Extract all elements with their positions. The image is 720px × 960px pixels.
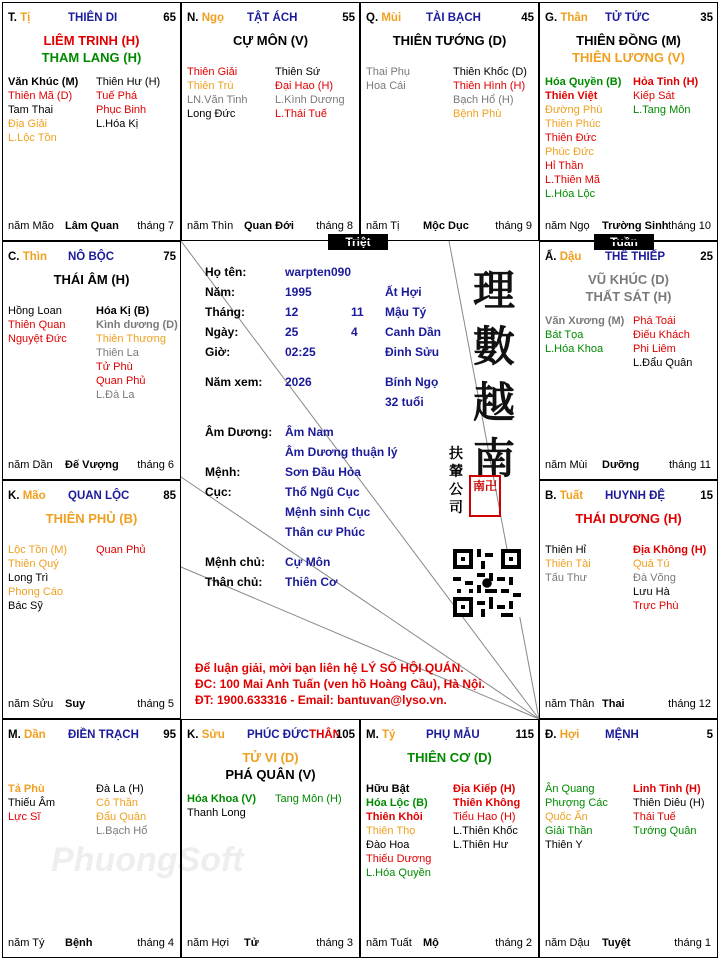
palace-name: THÊ THIẾP xyxy=(605,251,666,263)
main-star: THIÊN LƯƠNG (V) xyxy=(572,50,685,65)
minor-star: Tấu Thư xyxy=(545,572,588,584)
minor-star: Thiên Hình (H) xyxy=(453,80,526,92)
palace-branch: G. Thân xyxy=(545,12,588,24)
minor-star: Bát Tọa xyxy=(545,329,584,341)
main-star: THIÊN CƠ (D) xyxy=(407,750,492,765)
minor-star: Thiên Đức xyxy=(545,132,597,144)
palace-year: năm Sửu xyxy=(8,698,54,710)
palace-name: THIÊN DI xyxy=(68,12,118,24)
palace-name: TẬT ÁCH xyxy=(247,12,298,24)
view-year-value: 2026 xyxy=(285,375,312,389)
minor-star: Đẩu Quân xyxy=(96,811,147,823)
day-lunar: 4 xyxy=(351,325,358,339)
main-star: PHÁ QUÂN (V) xyxy=(225,767,316,782)
palace-stage: Quan Đới xyxy=(244,220,294,232)
minor-star: Tang Môn (H) xyxy=(275,793,342,805)
month-value: 12 xyxy=(285,305,299,319)
minor-star: Trực Phù xyxy=(633,600,679,612)
minor-star: L.Hóa Kị xyxy=(96,118,139,130)
minor-star: L.Tang Môn xyxy=(633,104,691,116)
company-seal-text: 扶 輦 公 司 xyxy=(449,446,463,516)
palace-branch: M. Tý xyxy=(366,729,396,741)
palace-age: 115 xyxy=(515,729,534,741)
menh-label: Mệnh: xyxy=(205,465,241,479)
minor-star: Tam Thai xyxy=(8,104,54,116)
day-can: Canh Dần xyxy=(385,325,442,339)
minor-star: Thiên Sứ xyxy=(275,66,321,78)
minor-star: L.Thiên Mã xyxy=(545,174,601,186)
minor-star: Hồng Loan xyxy=(8,305,62,317)
minor-star: Ân Quang xyxy=(545,783,595,795)
year-can: Ất Hợi xyxy=(385,285,422,299)
palace-age: 35 xyxy=(700,12,713,24)
than-chu-value: Thiên Cơ xyxy=(285,575,338,589)
palace-name: NÔ BỘC xyxy=(68,251,114,263)
palace-age: 75 xyxy=(163,251,176,263)
minor-star: Phi Liêm xyxy=(633,343,676,355)
minor-star: Thiên Thọ xyxy=(366,825,416,837)
minor-star: Thiên Thương xyxy=(96,333,167,345)
minor-star: Lộc Tồn (M) xyxy=(8,544,68,556)
minor-star: Đại Hao (H) xyxy=(275,80,334,92)
palace-month: tháng 4 xyxy=(137,937,174,949)
palace-age: 25 xyxy=(700,251,713,263)
palace-branch: K. Sửu xyxy=(187,729,225,741)
minor-star: Phúc Đức xyxy=(545,146,594,158)
palace-stage: Mộc Dục xyxy=(423,220,469,232)
minor-star: Thiên Phúc xyxy=(545,118,601,130)
palace-month: tháng 9 xyxy=(495,220,532,232)
red-seal: 南卍 xyxy=(469,475,501,517)
minor-star: Hóa Khoa (V) xyxy=(187,793,257,805)
palace-stage: Dưỡng xyxy=(602,459,640,471)
day-label: Ngày: xyxy=(205,325,239,339)
amduong-note: Âm Dương thuận lý xyxy=(285,445,398,459)
minor-star: Thiên Khôi xyxy=(366,811,423,823)
palace-year: năm Thìn xyxy=(187,220,234,232)
minor-star: Cô Thần xyxy=(96,797,138,809)
minor-star: L.Đẩu Quân xyxy=(633,357,693,369)
palace-stage: Suy xyxy=(65,698,86,710)
minor-star: Long Trì xyxy=(8,572,49,584)
palace-year: năm Tuất xyxy=(366,937,412,949)
main-star: VŨ KHÚC (D) xyxy=(588,272,669,287)
minor-star: L.Hóa Khoa xyxy=(545,343,604,355)
minor-star: Hóa Lộc (B) xyxy=(366,797,428,809)
minor-star: Hỉ Thần xyxy=(545,160,584,172)
watermark: PhuongSoft xyxy=(51,841,244,879)
palace-name: PHỤ MẪU xyxy=(426,729,480,741)
tu-vi-chart xyxy=(2,2,718,958)
palace-month: tháng 2 xyxy=(495,937,532,949)
minor-star: Tuế Phá xyxy=(96,90,138,102)
minor-star: Thiên Quan xyxy=(8,319,66,331)
palace-year: năm Thân xyxy=(545,698,595,710)
hour-can: Đinh Sửu xyxy=(385,345,440,359)
minor-star: Thiên Hỉ xyxy=(545,544,586,556)
minor-star: Tử Phù xyxy=(96,361,133,373)
palace-year: năm Dần xyxy=(8,459,53,471)
palace-stage: Tuyệt xyxy=(602,937,631,949)
minor-star: Văn Khúc (M) xyxy=(8,76,79,88)
main-star: THẤT SÁT (H) xyxy=(585,289,672,304)
palace-branch: B. Tuất xyxy=(545,490,584,502)
palace-branch: Q. Mùi xyxy=(366,12,402,24)
minor-star: L.Thiên Hư xyxy=(453,839,509,851)
minor-star: L.Bạch Hổ xyxy=(96,825,148,837)
palace-age: 85 xyxy=(163,490,176,502)
tuan-marker: Tuần xyxy=(594,234,654,250)
palace-name: TỬ TỨC xyxy=(605,12,650,24)
minor-star: Kình dương (D) xyxy=(96,319,178,331)
name-value: warpten090 xyxy=(285,265,352,279)
palace-branch: T. Tị xyxy=(8,12,31,24)
hour-label: Giờ: xyxy=(205,345,231,359)
triet-marker: Triệt xyxy=(328,234,388,250)
main-star: THAM LANG (H) xyxy=(41,50,142,65)
palace-branch: M. Dần xyxy=(8,729,46,741)
minor-star: Thiên Trù xyxy=(187,80,234,92)
contact-address: ĐC: 100 Mai Anh Tuấn (ven hồ Hoàng Cầu), Hà Nội. xyxy=(195,677,486,691)
palace-year: năm Hợi xyxy=(187,937,230,949)
minor-star: Thiên La xyxy=(96,347,139,359)
minor-star: L.Hóa Quyền xyxy=(366,867,431,879)
minor-star: Thiên Việt xyxy=(545,90,598,102)
minor-star: Phượng Các xyxy=(545,797,608,809)
amduong-value: Âm Nam xyxy=(285,425,334,439)
minor-star: Hữu Bật xyxy=(366,783,410,795)
minor-star: L.Hóa Lộc xyxy=(545,188,596,200)
minor-star: L.Thái Tuế xyxy=(275,108,327,120)
minor-star: Thiên Mã (D) xyxy=(8,90,73,102)
month-lunar: 11 xyxy=(351,305,364,319)
minor-star: Quan Phủ xyxy=(96,375,146,387)
minor-star: Giải Thần xyxy=(545,825,593,837)
minor-star: Quả Tú xyxy=(633,558,670,570)
minor-star: Quan Phủ xyxy=(96,544,146,556)
chart-frame xyxy=(2,2,718,958)
palace-age: 65 xyxy=(163,12,176,24)
main-star: THIÊN TƯỚNG (D) xyxy=(392,33,507,48)
minor-star: Hóa Kị (B) xyxy=(96,305,150,317)
than-cu-note: Thân cư Phúc xyxy=(285,525,366,539)
cuc-value: Thổ Ngũ Cục xyxy=(285,485,360,499)
hour-value: 02:25 xyxy=(285,345,316,359)
minor-star: L.Lộc Tồn xyxy=(8,132,57,144)
minor-star: Phá Toái xyxy=(633,315,676,327)
main-star: THÁI DƯƠNG (H) xyxy=(575,511,682,526)
minor-star: Linh Tinh (H) xyxy=(633,783,701,795)
palace-age: 15 xyxy=(700,490,713,502)
minor-star: Thiên Giải xyxy=(187,66,238,78)
palace-name: HUYNH ĐỆ xyxy=(605,490,666,502)
minor-star: Đào Hoa xyxy=(366,839,410,851)
minor-star: Thiên Hư (H) xyxy=(96,76,161,88)
palace-age: 105 xyxy=(335,729,355,741)
month-label: Tháng: xyxy=(205,305,245,319)
palace-year: năm Ngọ xyxy=(545,220,590,232)
minor-star: LN.Văn Tinh xyxy=(187,94,248,106)
minor-star: Thai Phụ xyxy=(366,66,411,78)
palace-year: năm Tý xyxy=(8,937,45,949)
minor-star: Địa Kiếp (H) xyxy=(453,783,516,795)
palace-month: tháng 11 xyxy=(668,459,711,471)
view-year-label: Năm xem: xyxy=(205,375,263,389)
palace-month: tháng 12 xyxy=(668,698,711,710)
name-label: Họ tên: xyxy=(205,265,247,279)
palace-month: tháng 1 xyxy=(674,937,711,949)
amduong-label: Âm Dương: xyxy=(205,425,273,439)
day-value: 25 xyxy=(285,325,299,339)
calligraphy-logo: 理 數 越 南 xyxy=(473,266,516,483)
palace-branch: C. Thìn xyxy=(8,251,47,263)
than-chu-label: Thân chủ: xyxy=(205,575,263,589)
minor-star: Lưu Hà xyxy=(633,586,670,598)
palace-name: MỆNH xyxy=(605,729,639,741)
minor-star: Tiểu Hao (H) xyxy=(453,811,516,823)
minor-star: Thiên Tài xyxy=(545,558,591,570)
palace-age: 45 xyxy=(521,12,534,24)
main-star: THIÊN ĐỒNG (M) xyxy=(576,33,681,48)
palace-month: tháng 3 xyxy=(316,937,353,949)
main-star: TỬ VI (D) xyxy=(242,750,299,765)
main-star: THIÊN PHỦ (B) xyxy=(45,511,138,526)
palace-month: tháng 8 xyxy=(316,220,353,232)
minor-star: Phục Binh xyxy=(96,104,147,116)
minor-star: Đà La (H) xyxy=(96,783,144,795)
palace-stage: Thai xyxy=(602,698,625,710)
view-year-can: Bính Ngọ xyxy=(385,375,439,389)
minor-star: Thiên Diêu (H) xyxy=(633,797,705,809)
main-star: CỰ MÔN (V) xyxy=(232,33,309,48)
palace-branch: N. Ngọ xyxy=(187,12,225,24)
minor-star: Lực Sĩ xyxy=(8,811,41,823)
palace-stage: Đế Vượng xyxy=(65,459,119,471)
palace-stage: Tử xyxy=(244,937,259,949)
minor-star: L.Thiên Khốc xyxy=(453,825,518,837)
palace-month: tháng 10 xyxy=(668,220,711,232)
palace-name: TÀI BẠCH xyxy=(426,12,481,24)
minor-star: Thiếu Dương xyxy=(366,853,432,865)
minor-star: Thiên Khốc (D) xyxy=(453,66,527,78)
minor-star: Thiên Y xyxy=(545,839,583,851)
minor-star: Phong Cáo xyxy=(8,586,64,598)
palace-month: tháng 5 xyxy=(137,698,174,710)
palace-branch: K. Mão xyxy=(8,490,46,502)
palace-stage: Bệnh xyxy=(65,937,93,949)
minor-star: Quốc Ấn xyxy=(545,811,588,823)
minor-star: Bạch Hổ (H) xyxy=(453,94,514,106)
minor-star: L.Đà La xyxy=(96,389,135,401)
palace-name: PHÚC ĐỨC xyxy=(247,729,309,741)
minor-star: Thiên Không xyxy=(453,797,521,809)
minor-star: Địa Không (H) xyxy=(633,544,707,556)
palace-month: tháng 6 xyxy=(137,459,174,471)
minor-star: Hóa Quyền (B) xyxy=(545,76,622,88)
minor-star: Tướng Quân xyxy=(633,825,697,837)
palace-branch: Ấ. Dậu xyxy=(545,251,582,263)
minor-star: Thiếu Âm xyxy=(8,797,56,809)
minor-star: Thái Tuế xyxy=(633,811,676,823)
minor-star: Tả Phù xyxy=(8,783,45,795)
age-value: 32 tuổi xyxy=(385,395,424,409)
minor-star: Bác Sỹ xyxy=(8,600,43,612)
palace-year: năm Tị xyxy=(366,220,400,232)
palace-stage: Mộ xyxy=(423,937,439,949)
palace-age: 5 xyxy=(706,729,713,741)
main-star: LIÊM TRINH (H) xyxy=(43,33,140,48)
minor-star: Nguyệt Đức xyxy=(8,333,67,345)
minor-star: Kiếp Sát xyxy=(633,90,675,102)
cuc-note: Mệnh sinh Cục xyxy=(285,505,371,519)
minor-star: L.Kình Dương xyxy=(275,94,345,106)
palace-year: năm Dậu xyxy=(545,937,590,949)
minor-star: Thiên Quý xyxy=(8,558,59,570)
minor-star: Bệnh Phù xyxy=(453,108,502,120)
main-star: THÁI ÂM (H) xyxy=(53,272,130,287)
minor-star: Địa Giải xyxy=(8,118,48,130)
palace-age: 95 xyxy=(163,729,176,741)
month-can: Mậu Tý xyxy=(385,305,427,319)
menh-chu-label: Mệnh chủ: xyxy=(205,555,265,569)
palace-name: ĐIỀN TRẠCH xyxy=(68,729,139,741)
palace-month: tháng 7 xyxy=(137,220,174,232)
minor-star: Văn Xương (M) xyxy=(545,315,625,327)
palace-name: QUAN LỘC xyxy=(68,490,130,502)
cuc-label: Cục: xyxy=(205,485,232,499)
minor-star: Long Đức xyxy=(187,108,236,120)
palace-age: 55 xyxy=(342,12,355,24)
palace-stage: Lâm Quan xyxy=(65,220,119,232)
minor-star: Thanh Long xyxy=(187,807,246,819)
minor-star: Hỏa Tinh (H) xyxy=(633,76,699,88)
palace-year: năm Mùi xyxy=(545,459,588,471)
palace-year: năm Mão xyxy=(8,220,54,232)
than-cu-badge: THÂN xyxy=(309,729,341,741)
minor-star: Điếu Khách xyxy=(633,329,690,341)
contact-phone-email[interactable]: ĐT: 1900.633316 - Email: bantuvan@lyso.vn. xyxy=(195,693,447,707)
year-value: 1995 xyxy=(285,285,312,299)
minor-star: Đường Phù xyxy=(545,104,603,116)
menh-chu-value: Cự Môn xyxy=(285,555,331,569)
contact-line-1: Để luận giải, mời bạn liên hệ LÝ SỐ HỘI QUÁN. xyxy=(195,661,464,675)
palace-branch: Đ. Hợi xyxy=(545,729,580,741)
minor-star: Hoa Cái xyxy=(366,80,406,92)
minor-star: Đà Võng xyxy=(633,572,676,584)
menh-value: Sơn Đầu Hỏa xyxy=(285,465,361,479)
year-label: Năm: xyxy=(205,285,236,299)
palace-stage: Trường Sinh xyxy=(602,220,669,232)
